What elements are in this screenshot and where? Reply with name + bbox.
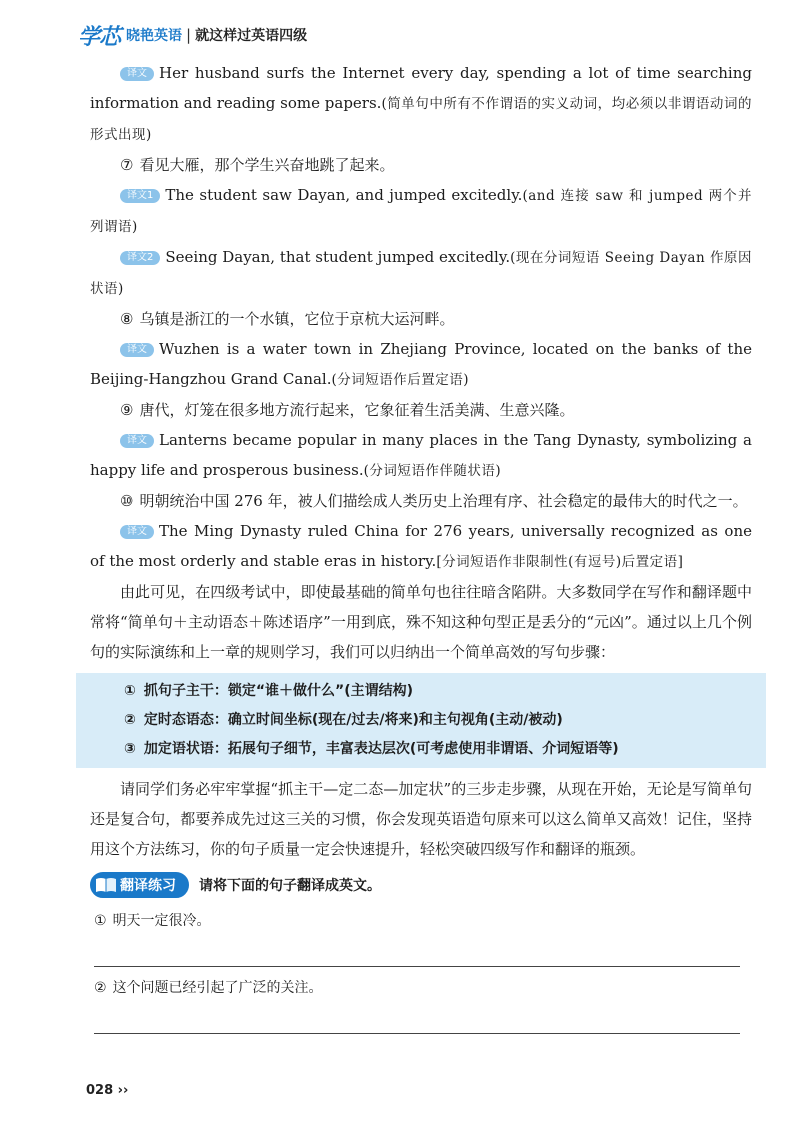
page-number: 028 [86, 1083, 114, 1098]
translation-8 [90, 334, 752, 395]
exercise-title: 翻译练习 [120, 878, 176, 894]
translation-tag: 译文1 [120, 189, 160, 203]
sentence-number: ⑨ [120, 401, 134, 419]
translation-note: (分词短语作伴随状语) [363, 463, 502, 479]
exercise-number: ① [94, 913, 107, 929]
translation-text: The Ming Dynasty ruled China for 276 years, universally recognized as one of the most orderly and stable eras in history. [90, 522, 752, 570]
step-number: ② [124, 712, 136, 728]
sentence-number: ⑩ [120, 492, 134, 510]
answer-line[interactable] [94, 966, 740, 967]
sentence-number: ⑦ [120, 156, 134, 174]
sentence-9 [90, 395, 752, 425]
translation-10 [90, 516, 752, 577]
summary-paragraph: 由此可见，在四级考试中，即使最基础的简单句也往往暗含陷阱。大多数同学在写作和翻译题中常将“简单句＋主动语态＋陈述语序”一用到底，殊不知这种句型正是丢分的“元凶”。通过以上几个例句的实际演练和上一章的规则学习，我们可以归纳出一个简单高效的写句步骤： [90, 583, 752, 661]
translation-tag: 译文2 [120, 251, 160, 265]
sentence-10 [90, 486, 752, 516]
sentence-8 [90, 304, 752, 334]
step-item [124, 735, 766, 764]
sentence-text: 唐代，灯笼在很多地方流行起来，它象征着生活美满、生意兴隆。 [139, 401, 575, 419]
sentence-number: ⑧ [120, 310, 134, 328]
translation-tag: 译文 [120, 343, 154, 357]
translation-text: Her husband surfs the Internet every day, spending a lot of time searching information and reading some papers. [90, 64, 752, 112]
exercise-badge [90, 872, 189, 898]
steps-box [76, 673, 766, 768]
translation-note: (简单句中所有不作谓语的实义动词，均必须以非谓语动词的形式出现) [90, 96, 752, 143]
exercise-instruction: 请将下面的句子翻译成英文。 [199, 878, 381, 894]
book-icon [95, 876, 117, 894]
logo-mark: 学芯 [78, 24, 121, 50]
exercise-number: ② [94, 980, 107, 996]
translation-tag: 译文 [120, 67, 154, 81]
step-item [124, 706, 766, 735]
translation-text: The student saw Dayan, and jumped excitedly. [165, 186, 523, 204]
page-arrow: ›› [117, 1083, 129, 1098]
sentence-text: 看见大雁，那个学生兴奋地跳了起来。 [139, 156, 395, 174]
translation-tag: 译文 [120, 434, 154, 448]
publisher-logo [78, 20, 182, 51]
exercise-item [94, 906, 752, 936]
translation-text: Seeing Dayan, that student jumped excitedly. [165, 248, 511, 266]
translation-note: (现在分词短语 Seeing Dayan 作原因状语) [90, 250, 752, 297]
sentence-7 [90, 150, 752, 180]
translation-7b [90, 242, 752, 304]
advice-paragraph: 请同学们务必牢牢掌握“抓主干—定二态—加定状”的三步走步骤，从现在开始，无论是写简单句还是复合句，都要养成先过这三关的习惯，你会发现英语造句原来可以这么简单又高效！记住，坚持用这个方法练习，你的句子质量一定会快速提升，轻松突破四级写作和翻译的瓶颈。 [90, 780, 752, 858]
translation-note: (and 连接 saw 和 jumped 两个并列谓语) [90, 188, 752, 235]
step-number: ③ [124, 741, 136, 757]
translation-note: [分词短语作非限制性(有逗号)后置定语] [436, 554, 684, 570]
exercise-item [94, 973, 752, 1003]
answer-line[interactable] [94, 1033, 740, 1034]
step-text: 抓句子主干：锁定“谁＋做什么”(主谓结构) [143, 683, 414, 699]
translation-text: Lanterns became popular in many places in the Tang Dynasty, symbolizing a happy life and prosperous business. [90, 431, 752, 479]
translation-note: (分词短语作后置定语) [331, 372, 470, 388]
step-item [124, 677, 766, 706]
book-title: 就这样过英语四级 [195, 28, 308, 44]
sentence-text: 乌镇是浙江的一个水镇，它位于京杭大运河畔。 [139, 310, 455, 328]
translation-7a [90, 180, 752, 242]
translation-text: Wuzhen is a water town in Zhejiang Province, located on the banks of the Beijing-Hangzhou Grand Canal. [90, 340, 752, 388]
translation-6 [90, 58, 752, 150]
exercise-header [90, 870, 752, 900]
exercise-text: 这个问题已经引起了广泛的关注。 [112, 980, 323, 996]
sentence-text: 明朝统治中国 276 年，被人们描绘成人类历史上治理有序、社会稳定的最伟大的时代之一。 [139, 492, 748, 510]
page-content [90, 58, 752, 1034]
step-number: ① [124, 683, 136, 699]
header-separator: | [186, 26, 192, 44]
step-text: 定时态语态：确立时间坐标(现在/过去/将来)和主句视角(主动/被动) [143, 712, 563, 728]
exercise-text: 明天一定很冷。 [112, 913, 211, 929]
logo-text: 晓艳英语 [126, 28, 183, 44]
translation-tag: 译文 [120, 525, 154, 539]
translation-9 [90, 425, 752, 486]
step-text: 加定语状语：拓展句子细节，丰富表达层次(可考虑使用非谓语、介词短语等) [143, 741, 619, 757]
page-footer [86, 1083, 128, 1098]
page-header [78, 20, 307, 50]
